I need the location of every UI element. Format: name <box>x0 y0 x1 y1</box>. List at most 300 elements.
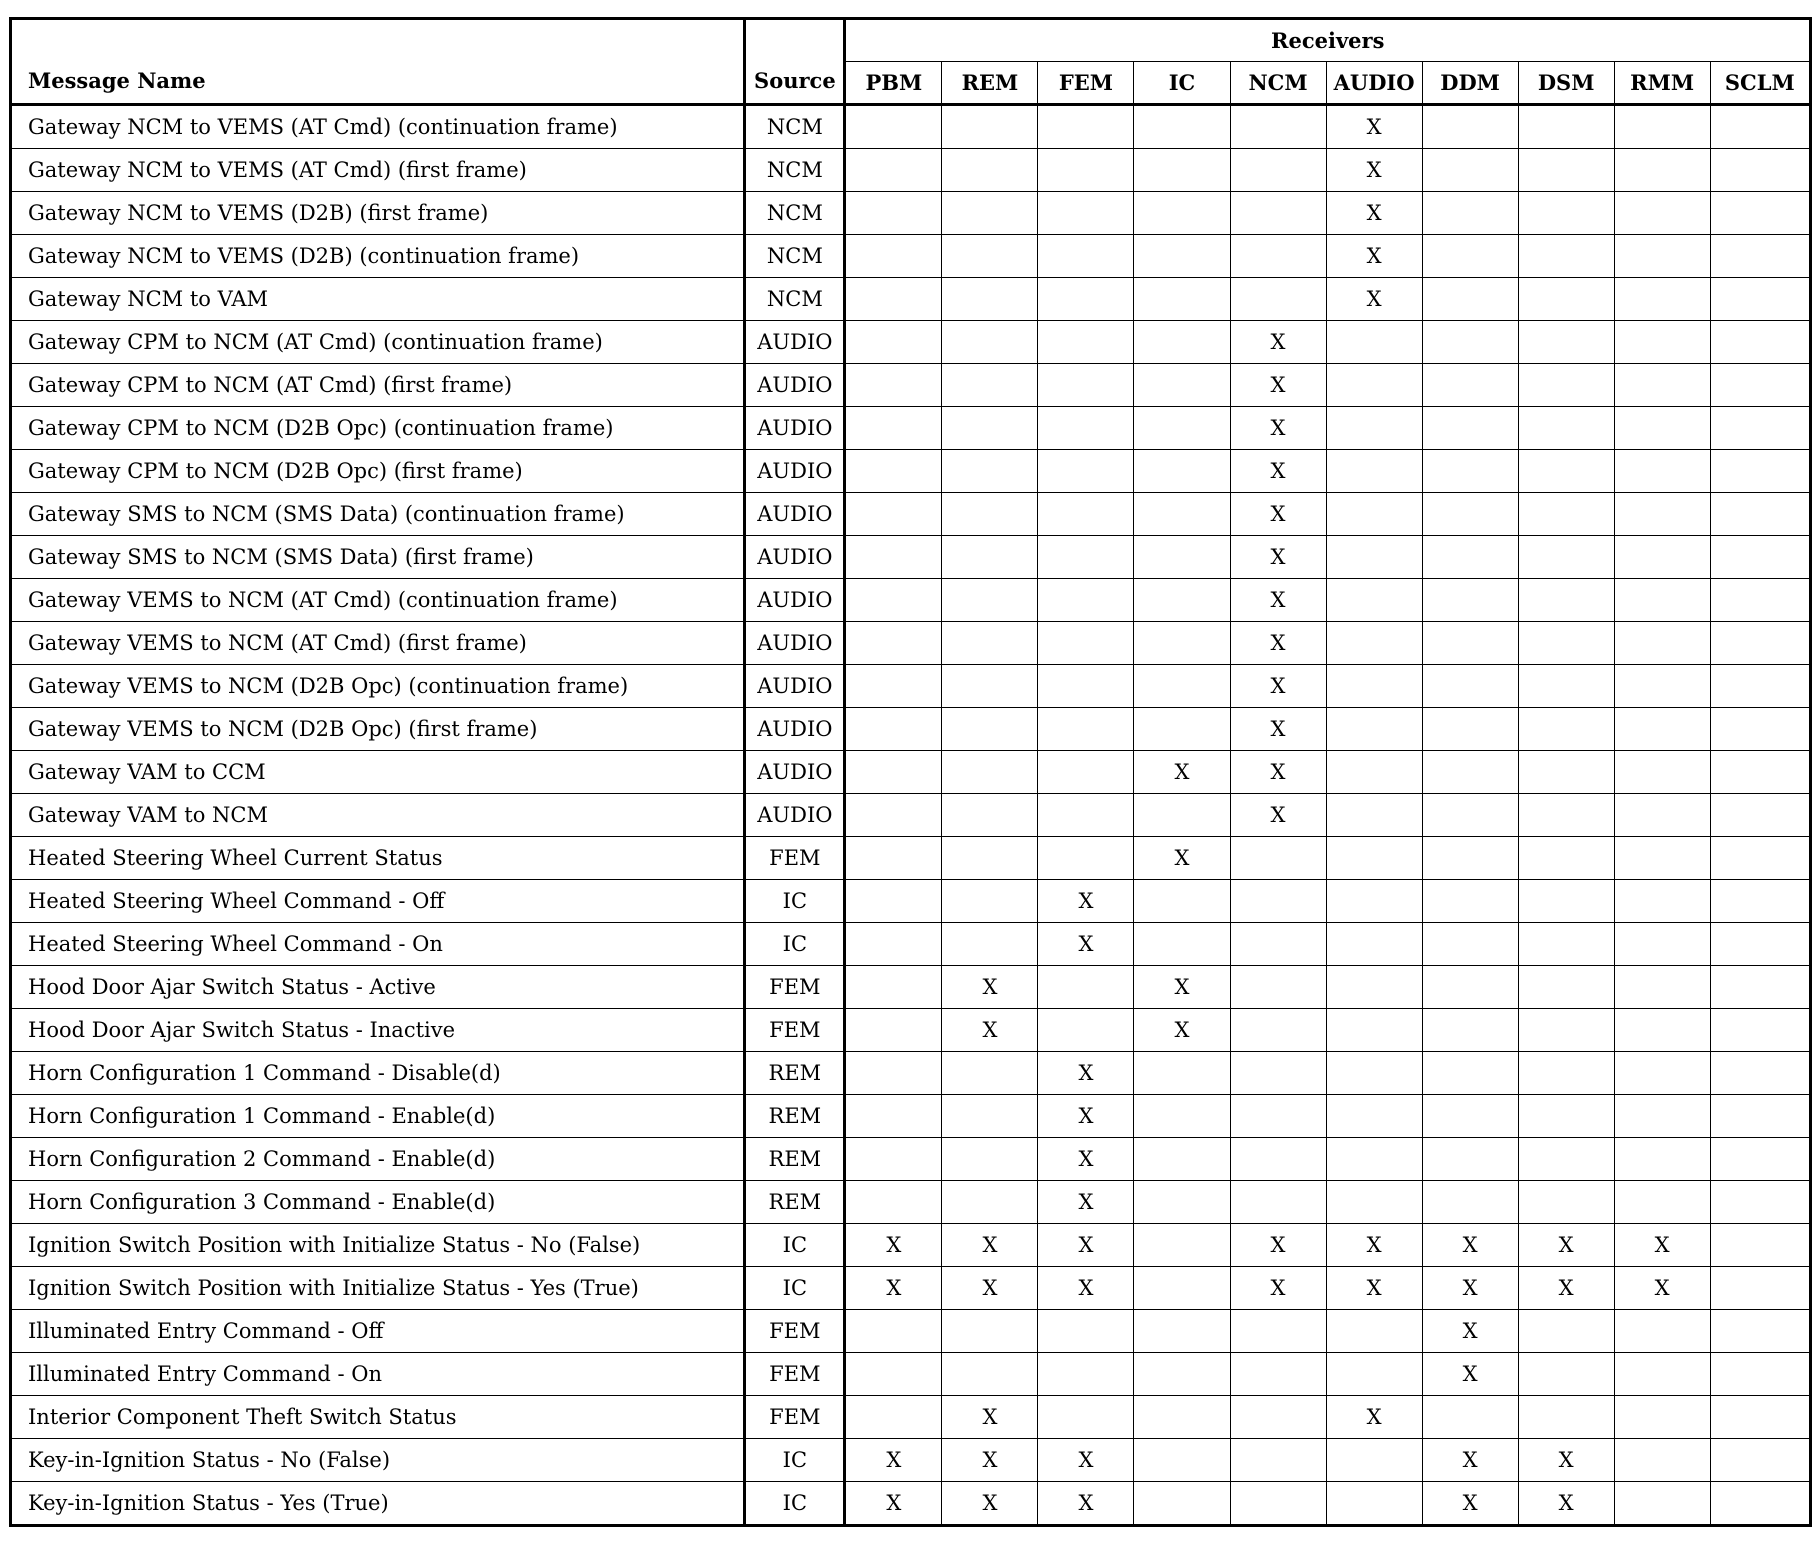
receiver-mark-cell-dsm <box>1518 1181 1614 1224</box>
receiver-mark-cell-ddm <box>1422 450 1518 493</box>
source-cell: IC <box>745 1439 845 1482</box>
receiver-mark-cell-rmm <box>1614 1009 1710 1052</box>
receiver-mark-cell-rmm <box>1614 708 1710 751</box>
table-row <box>11 536 1811 579</box>
receiver-mark-cell-pbm <box>845 751 942 794</box>
receiver-mark-cell-rmm <box>1614 1310 1710 1353</box>
message-name-header: Message Name <box>11 19 745 105</box>
receiver-mark-cell-rmm <box>1614 966 1710 1009</box>
receiver-mark-cell-ic <box>1134 235 1230 278</box>
table-row <box>11 1267 1811 1310</box>
receiver-mark-cell-ic <box>1134 665 1230 708</box>
source-cell: AUDIO <box>745 708 845 751</box>
receiver-mark-cell-dsm: X <box>1518 1482 1614 1526</box>
message-name-cell: Gateway CPM to NCM (D2B Opc) (first frame) <box>11 450 745 493</box>
table-row <box>11 1353 1811 1396</box>
receiver-mark-cell-ddm: X <box>1422 1310 1518 1353</box>
receiver-mark-cell-ncm <box>1230 1009 1326 1052</box>
table-row <box>11 1482 1811 1526</box>
receiver-mark-cell-pbm <box>845 450 942 493</box>
message-name-cell: Ignition Switch Position with Initialize Status - Yes (True) <box>11 1267 745 1310</box>
receiver-mark-cell-rem: X <box>942 1009 1038 1052</box>
receiver-mark-cell-audio: X <box>1326 192 1422 235</box>
source-cell: AUDIO <box>745 450 845 493</box>
message-name-cell: Heated Steering Wheel Current Status <box>11 837 745 880</box>
receiver-mark-cell-sclm <box>1710 1052 1810 1095</box>
receiver-mark-cell-pbm <box>845 579 942 622</box>
receiver-mark-cell-sclm <box>1710 1310 1810 1353</box>
receiver-mark-cell-audio <box>1326 536 1422 579</box>
receiver-mark-cell-pbm <box>845 407 942 450</box>
message-name-cell: Gateway CPM to NCM (AT Cmd) (continuation frame) <box>11 321 745 364</box>
source-cell: FEM <box>745 837 845 880</box>
source-cell: FEM <box>745 966 845 1009</box>
receiver-mark-cell-dsm <box>1518 579 1614 622</box>
receiver-mark-cell-pbm <box>845 923 942 966</box>
receiver-mark-cell-ic <box>1134 149 1230 192</box>
table-row <box>11 321 1811 364</box>
receiver-mark-cell-dsm <box>1518 192 1614 235</box>
message-name-cell: Gateway SMS to NCM (SMS Data) (continuation frame) <box>11 493 745 536</box>
receiver-mark-cell-ncm <box>1230 1052 1326 1095</box>
receiver-mark-cell-fem <box>1038 149 1134 192</box>
receiver-mark-cell-fem: X <box>1038 1052 1134 1095</box>
receiver-mark-cell-rem: X <box>942 1267 1038 1310</box>
receiver-mark-cell-ncm: X <box>1230 450 1326 493</box>
receiver-mark-cell-ddm: X <box>1422 1353 1518 1396</box>
receiver-mark-cell-rem <box>942 1353 1038 1396</box>
receiver-mark-cell-rmm <box>1614 1353 1710 1396</box>
receiver-mark-cell-fem: X <box>1038 1138 1134 1181</box>
source-cell: IC <box>745 1482 845 1526</box>
receiver-mark-cell-audio: X <box>1326 235 1422 278</box>
message-name-cell: Gateway CPM to NCM (D2B Opc) (continuation frame) <box>11 407 745 450</box>
receiver-mark-cell-audio <box>1326 407 1422 450</box>
receiver-mark-cell-pbm <box>845 493 942 536</box>
receiver-mark-cell-ncm: X <box>1230 794 1326 837</box>
source-cell: FEM <box>745 1009 845 1052</box>
receiver-mark-cell-ic <box>1134 1396 1230 1439</box>
receiver-mark-cell-rmm <box>1614 450 1710 493</box>
receiver-mark-cell-sclm <box>1710 751 1810 794</box>
source-cell: AUDIO <box>745 364 845 407</box>
receiver-mark-cell-ddm <box>1422 837 1518 880</box>
message-name-cell: Gateway VAM to NCM <box>11 794 745 837</box>
receiver-mark-cell-rem <box>942 923 1038 966</box>
receiver-mark-cell-fem <box>1038 192 1134 235</box>
receiver-mark-cell-sclm <box>1710 149 1810 192</box>
receiver-mark-cell-rem <box>942 149 1038 192</box>
receiver-mark-cell-rem <box>942 407 1038 450</box>
receiver-mark-cell-pbm <box>845 536 942 579</box>
receiver-mark-cell-pbm <box>845 880 942 923</box>
receiver-mark-cell-ncm <box>1230 966 1326 1009</box>
receiver-mark-cell-ic <box>1134 1095 1230 1138</box>
message-name-cell: Key-in-Ignition Status - Yes (True) <box>11 1482 745 1526</box>
table-row <box>11 278 1811 321</box>
receiver-mark-cell-pbm <box>845 105 942 149</box>
receiver-header-ncm: NCM <box>1230 62 1326 105</box>
receiver-mark-cell-dsm <box>1518 235 1614 278</box>
receiver-mark-cell-rem <box>942 794 1038 837</box>
receiver-mark-cell-rem <box>942 192 1038 235</box>
receiver-mark-cell-ncm <box>1230 1310 1326 1353</box>
receiver-mark-cell-dsm <box>1518 1310 1614 1353</box>
receiver-mark-cell-ddm <box>1422 1181 1518 1224</box>
receiver-mark-cell-rmm <box>1614 192 1710 235</box>
receiver-mark-cell-rem: X <box>942 1482 1038 1526</box>
receiver-mark-cell-rmm <box>1614 235 1710 278</box>
receiver-mark-cell-rem <box>942 1138 1038 1181</box>
receiver-mark-cell-dsm <box>1518 1396 1614 1439</box>
source-cell: AUDIO <box>745 579 845 622</box>
receiver-mark-cell-audio <box>1326 1181 1422 1224</box>
receiver-header-sclm: SCLM <box>1710 62 1810 105</box>
receiver-mark-cell-audio <box>1326 1009 1422 1052</box>
receiver-mark-cell-ic <box>1134 407 1230 450</box>
receiver-mark-cell-sclm <box>1710 708 1810 751</box>
message-name-cell: Horn Configuration 3 Command - Enable(d) <box>11 1181 745 1224</box>
receiver-mark-cell-ddm <box>1422 923 1518 966</box>
table-row <box>11 493 1811 536</box>
table-row <box>11 1009 1811 1052</box>
source-cell: FEM <box>745 1396 845 1439</box>
receiver-mark-cell-rem: X <box>942 1439 1038 1482</box>
table-row <box>11 149 1811 192</box>
receiver-mark-cell-ic: X <box>1134 751 1230 794</box>
receiver-mark-cell-ic <box>1134 364 1230 407</box>
receiver-mark-cell-ddm <box>1422 1138 1518 1181</box>
receiver-mark-cell-dsm <box>1518 923 1614 966</box>
table-row <box>11 794 1811 837</box>
receiver-mark-cell-ncm: X <box>1230 1224 1326 1267</box>
receiver-mark-cell-rem <box>942 1181 1038 1224</box>
receiver-mark-cell-ddm: X <box>1422 1439 1518 1482</box>
receiver-mark-cell-ncm <box>1230 235 1326 278</box>
source-cell: AUDIO <box>745 794 845 837</box>
table-header <box>11 19 1811 105</box>
receiver-mark-cell-ddm <box>1422 235 1518 278</box>
receiver-mark-cell-rem <box>942 278 1038 321</box>
receiver-mark-cell-fem <box>1038 837 1134 880</box>
receiver-mark-cell-ddm <box>1422 1009 1518 1052</box>
header-group-row <box>11 19 1811 62</box>
receiver-mark-cell-ic: X <box>1134 837 1230 880</box>
receiver-mark-cell-pbm: X <box>845 1439 942 1482</box>
receiver-mark-cell-fem <box>1038 794 1134 837</box>
receiver-mark-cell-rem <box>942 579 1038 622</box>
receiver-mark-cell-fem: X <box>1038 923 1134 966</box>
receiver-header-dsm: DSM <box>1518 62 1614 105</box>
receiver-mark-cell-sclm <box>1710 364 1810 407</box>
table-row <box>11 1310 1811 1353</box>
receiver-mark-cell-rem <box>942 880 1038 923</box>
receiver-mark-cell-ddm <box>1422 622 1518 665</box>
receiver-mark-cell-audio: X <box>1326 149 1422 192</box>
receiver-header-fem: FEM <box>1038 62 1134 105</box>
receiver-mark-cell-ncm <box>1230 1439 1326 1482</box>
receiver-mark-cell-ddm <box>1422 536 1518 579</box>
receiver-mark-cell-pbm <box>845 1310 942 1353</box>
source-header: Source <box>745 19 845 105</box>
receiver-mark-cell-dsm <box>1518 1009 1614 1052</box>
receiver-mark-cell-pbm <box>845 966 942 1009</box>
table-row <box>11 105 1811 149</box>
receiver-mark-cell-fem <box>1038 278 1134 321</box>
receiver-mark-cell-fem <box>1038 450 1134 493</box>
receiver-mark-cell-rem <box>942 837 1038 880</box>
receiver-mark-cell-dsm: X <box>1518 1267 1614 1310</box>
receiver-mark-cell-fem <box>1038 321 1134 364</box>
receiver-mark-cell-pbm <box>845 1052 942 1095</box>
receiver-mark-cell-sclm <box>1710 105 1810 149</box>
receiver-mark-cell-ncm: X <box>1230 579 1326 622</box>
table-row <box>11 708 1811 751</box>
message-name-cell: Gateway CPM to NCM (AT Cmd) (first frame) <box>11 364 745 407</box>
receiver-mark-cell-rmm <box>1614 794 1710 837</box>
receiver-mark-cell-rmm <box>1614 1052 1710 1095</box>
receiver-mark-cell-ic <box>1134 923 1230 966</box>
receiver-mark-cell-pbm <box>845 1181 942 1224</box>
message-name-cell: Ignition Switch Position with Initialize Status - No (False) <box>11 1224 745 1267</box>
receiver-mark-cell-rmm <box>1614 407 1710 450</box>
receiver-mark-cell-ic <box>1134 1439 1230 1482</box>
receiver-mark-cell-ncm <box>1230 278 1326 321</box>
receiver-mark-cell-sclm <box>1710 1009 1810 1052</box>
receiver-mark-cell-ic <box>1134 278 1230 321</box>
receiver-mark-cell-ic <box>1134 1310 1230 1353</box>
receiver-mark-cell-fem <box>1038 536 1134 579</box>
source-cell: AUDIO <box>745 536 845 579</box>
receiver-mark-cell-sclm <box>1710 966 1810 1009</box>
receiver-mark-cell-sclm <box>1710 1267 1810 1310</box>
table-row <box>11 450 1811 493</box>
receiver-mark-cell-ic: X <box>1134 1009 1230 1052</box>
source-cell: NCM <box>745 105 845 149</box>
receiver-mark-cell-dsm <box>1518 1095 1614 1138</box>
receiver-mark-cell-dsm <box>1518 837 1614 880</box>
receiver-mark-cell-pbm <box>845 837 942 880</box>
receiver-mark-cell-rmm <box>1614 880 1710 923</box>
receiver-header-ic: IC <box>1134 62 1230 105</box>
receiver-mark-cell-ddm <box>1422 364 1518 407</box>
receiver-mark-cell-rem <box>942 321 1038 364</box>
receiver-mark-cell-fem: X <box>1038 1482 1134 1526</box>
source-cell: AUDIO <box>745 751 845 794</box>
receiver-mark-cell-rmm <box>1614 278 1710 321</box>
message-name-cell: Horn Configuration 1 Command - Enable(d) <box>11 1095 745 1138</box>
receiver-mark-cell-pbm <box>845 1353 942 1396</box>
receiver-mark-cell-ic <box>1134 450 1230 493</box>
receiver-mark-cell-pbm <box>845 665 942 708</box>
receiver-mark-cell-sclm <box>1710 278 1810 321</box>
receiver-header-rem: REM <box>942 62 1038 105</box>
receiver-mark-cell-rmm <box>1614 364 1710 407</box>
receiver-mark-cell-ddm <box>1422 665 1518 708</box>
receiver-mark-cell-audio: X <box>1326 1224 1422 1267</box>
receiver-mark-cell-ic <box>1134 880 1230 923</box>
source-cell: IC <box>745 1224 845 1267</box>
receiver-mark-cell-rmm <box>1614 1482 1710 1526</box>
source-cell: REM <box>745 1138 845 1181</box>
receiver-mark-cell-fem <box>1038 364 1134 407</box>
receiver-mark-cell-fem <box>1038 105 1134 149</box>
receiver-mark-cell-ic <box>1134 1052 1230 1095</box>
receiver-mark-cell-ddm <box>1422 493 1518 536</box>
receiver-mark-cell-ic <box>1134 1267 1230 1310</box>
receiver-mark-cell-fem <box>1038 751 1134 794</box>
receiver-mark-cell-ncm <box>1230 1181 1326 1224</box>
receiver-mark-cell-audio <box>1326 880 1422 923</box>
source-cell: REM <box>745 1095 845 1138</box>
table-row <box>11 192 1811 235</box>
receiver-mark-cell-sclm <box>1710 1224 1810 1267</box>
receiver-mark-cell-ddm <box>1422 278 1518 321</box>
table-row <box>11 235 1811 278</box>
source-cell: REM <box>745 1052 845 1095</box>
message-name-cell: Gateway VEMS to NCM (AT Cmd) (first frame) <box>11 622 745 665</box>
receiver-mark-cell-ic <box>1134 1353 1230 1396</box>
receivers-header: Receivers <box>845 19 1811 62</box>
receiver-mark-cell-audio: X <box>1326 105 1422 149</box>
receiver-mark-cell-ncm: X <box>1230 407 1326 450</box>
receiver-mark-cell-fem: X <box>1038 1439 1134 1482</box>
receiver-mark-cell-sclm <box>1710 1353 1810 1396</box>
receiver-mark-cell-pbm <box>845 1009 942 1052</box>
receiver-mark-cell-ic <box>1134 794 1230 837</box>
receiver-mark-cell-pbm <box>845 708 942 751</box>
receiver-mark-cell-rmm <box>1614 1439 1710 1482</box>
table-row <box>11 622 1811 665</box>
receiver-mark-cell-fem: X <box>1038 880 1134 923</box>
receiver-mark-cell-pbm <box>845 1396 942 1439</box>
receiver-mark-cell-ddm: X <box>1422 1267 1518 1310</box>
receiver-mark-cell-dsm <box>1518 278 1614 321</box>
receiver-mark-cell-ic <box>1134 579 1230 622</box>
receiver-mark-cell-ncm <box>1230 1353 1326 1396</box>
receiver-mark-cell-dsm: X <box>1518 1439 1614 1482</box>
receiver-mark-cell-ncm <box>1230 1095 1326 1138</box>
receiver-mark-cell-sclm <box>1710 1181 1810 1224</box>
receiver-mark-cell-dsm: X <box>1518 1224 1614 1267</box>
message-receiver-matrix <box>9 17 1812 1527</box>
source-cell: IC <box>745 1267 845 1310</box>
table-row <box>11 1138 1811 1181</box>
receiver-mark-cell-ncm: X <box>1230 665 1326 708</box>
receiver-mark-cell-rem <box>942 1095 1038 1138</box>
table-row <box>11 1095 1811 1138</box>
receiver-mark-cell-ncm <box>1230 1396 1326 1439</box>
receiver-mark-cell-ddm <box>1422 1095 1518 1138</box>
receiver-mark-cell-ic <box>1134 321 1230 364</box>
receiver-mark-cell-fem: X <box>1038 1095 1134 1138</box>
receiver-mark-cell-ncm <box>1230 1482 1326 1526</box>
receiver-mark-cell-ic <box>1134 1138 1230 1181</box>
receiver-mark-cell-rmm <box>1614 493 1710 536</box>
receiver-mark-cell-ddm: X <box>1422 1224 1518 1267</box>
source-cell: FEM <box>745 1353 845 1396</box>
receiver-mark-cell-fem: X <box>1038 1224 1134 1267</box>
receiver-mark-cell-ncm: X <box>1230 751 1326 794</box>
source-cell: NCM <box>745 149 845 192</box>
receiver-mark-cell-fem <box>1038 966 1134 1009</box>
receiver-mark-cell-ddm <box>1422 321 1518 364</box>
receiver-mark-cell-audio <box>1326 1052 1422 1095</box>
receiver-header-pbm: PBM <box>845 62 942 105</box>
receiver-mark-cell-rmm <box>1614 149 1710 192</box>
receiver-mark-cell-dsm <box>1518 880 1614 923</box>
table-row <box>11 1181 1811 1224</box>
receiver-mark-cell-ddm: X <box>1422 1482 1518 1526</box>
message-name-cell: Gateway VEMS to NCM (D2B Opc) (continuation frame) <box>11 665 745 708</box>
receiver-mark-cell-fem <box>1038 407 1134 450</box>
table-row <box>11 665 1811 708</box>
receiver-mark-cell-ncm <box>1230 880 1326 923</box>
message-name-cell: Gateway NCM to VEMS (D2B) (first frame) <box>11 192 745 235</box>
receiver-mark-cell-rmm <box>1614 923 1710 966</box>
message-name-cell: Hood Door Ajar Switch Status - Inactive <box>11 1009 745 1052</box>
receiver-mark-cell-fem <box>1038 1009 1134 1052</box>
message-name-cell: Horn Configuration 1 Command - Disable(d) <box>11 1052 745 1095</box>
receiver-mark-cell-ncm <box>1230 923 1326 966</box>
receiver-mark-cell-sclm <box>1710 880 1810 923</box>
receiver-mark-cell-sclm <box>1710 450 1810 493</box>
receiver-mark-cell-audio <box>1326 1439 1422 1482</box>
receiver-mark-cell-audio: X <box>1326 1396 1422 1439</box>
receiver-mark-cell-fem <box>1038 1396 1134 1439</box>
receiver-mark-cell-pbm <box>845 1095 942 1138</box>
receiver-mark-cell-ic <box>1134 192 1230 235</box>
receiver-mark-cell-dsm <box>1518 751 1614 794</box>
receiver-mark-cell-fem: X <box>1038 1267 1134 1310</box>
table-row <box>11 1396 1811 1439</box>
source-cell: FEM <box>745 1310 845 1353</box>
receiver-mark-cell-rem: X <box>942 1224 1038 1267</box>
receiver-mark-cell-ddm <box>1422 1396 1518 1439</box>
receiver-mark-cell-ddm <box>1422 407 1518 450</box>
receiver-mark-cell-ddm <box>1422 966 1518 1009</box>
receiver-mark-cell-sclm <box>1710 407 1810 450</box>
receiver-mark-cell-audio <box>1326 794 1422 837</box>
receiver-mark-cell-sclm <box>1710 923 1810 966</box>
receiver-mark-cell-pbm <box>845 321 942 364</box>
receiver-mark-cell-audio <box>1326 1138 1422 1181</box>
receiver-mark-cell-rem: X <box>942 966 1038 1009</box>
receiver-mark-cell-rem <box>942 235 1038 278</box>
receiver-mark-cell-ddm <box>1422 751 1518 794</box>
receiver-mark-cell-dsm <box>1518 407 1614 450</box>
receiver-mark-cell-rem <box>942 1052 1038 1095</box>
receiver-mark-cell-sclm <box>1710 1439 1810 1482</box>
source-cell: AUDIO <box>745 493 845 536</box>
receiver-mark-cell-ncm <box>1230 192 1326 235</box>
receiver-mark-cell-ncm <box>1230 149 1326 192</box>
receiver-mark-cell-sclm <box>1710 192 1810 235</box>
receiver-mark-cell-rmm <box>1614 105 1710 149</box>
receiver-mark-cell-ncm <box>1230 837 1326 880</box>
message-name-cell: Gateway VEMS to NCM (AT Cmd) (continuation frame) <box>11 579 745 622</box>
receiver-mark-cell-audio <box>1326 837 1422 880</box>
receiver-mark-cell-rem: X <box>942 1396 1038 1439</box>
message-name-cell: Horn Configuration 2 Command - Enable(d) <box>11 1138 745 1181</box>
receiver-mark-cell-pbm <box>845 622 942 665</box>
receiver-mark-cell-fem <box>1038 493 1134 536</box>
source-cell: NCM <box>745 235 845 278</box>
receiver-mark-cell-dsm <box>1518 1353 1614 1396</box>
receiver-header-rmm: RMM <box>1614 62 1710 105</box>
receiver-mark-cell-sclm <box>1710 579 1810 622</box>
message-name-cell: Gateway SMS to NCM (SMS Data) (first frame) <box>11 536 745 579</box>
